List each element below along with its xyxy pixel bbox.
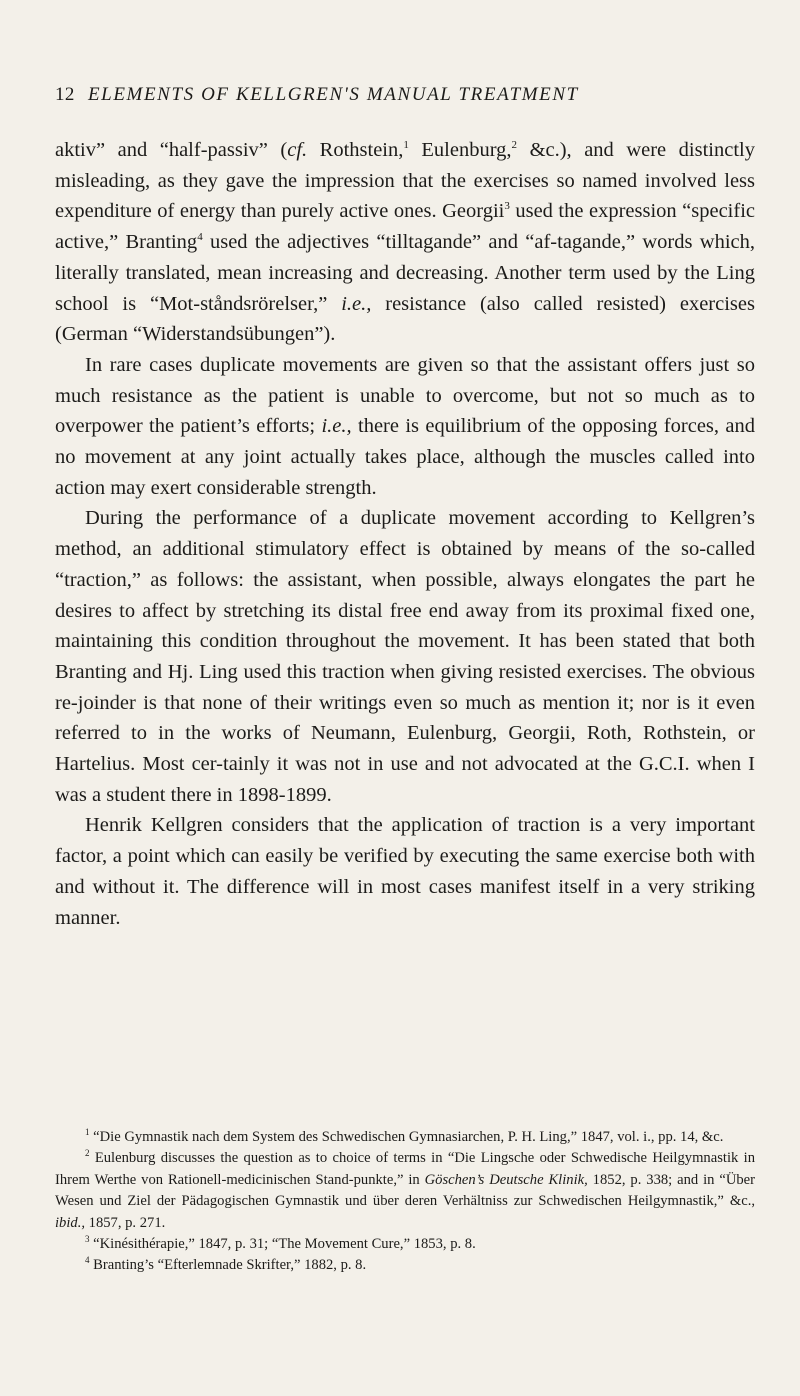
italic-text: Göschen’s Deutsche Klinik, (424, 1171, 588, 1188)
text-run: resistance (also called resisted) exercises (German “Widerstandsübungen”). (55, 292, 755, 346)
paragraph (55, 503, 755, 810)
text-run: 1852, p. 338; and in “Über Wesen und Ziel der Pädagogischen Gymnastik und über deren Verhältniss zur Schwedischen Heilgymnastik,” &c., (55, 1171, 755, 1210)
paragraph (55, 350, 755, 504)
running-header (55, 84, 755, 106)
italic-text: ibid., (55, 1214, 85, 1231)
paragraph (55, 135, 755, 350)
text-run: Henrik Kellgren considers that the application of traction is a very important factor, a point which can easily be verified by executing the same exercise both with and without it. The difference will in most cases manifest itself in a very striking manner. (55, 814, 755, 929)
text-run: used the expression “specific active,” Branting (55, 200, 755, 254)
body-text (55, 135, 755, 933)
footnote (55, 1255, 755, 1276)
text-run: Eulenburg, (408, 139, 512, 161)
text-run: Rothstein, (307, 139, 404, 161)
footnote-ref: 4 (85, 1255, 90, 1266)
running-title: ELEMENTS OF KELLGREN'S MANUAL TREATMENT (87, 84, 579, 105)
footnote (55, 1234, 755, 1255)
footnotes (55, 1127, 755, 1277)
text-run: Eulenburg discusses the question as to choice of terms in “Die Lingsche oder Schwedische Heilgymnastik in Ihrem Werthe von Rationell-medicinischen Stand-punkte,” in (55, 1150, 755, 1188)
text-run: “Kinésithérapie,” 1847, p. 31; “The Movement Cure,” 1853, p. 8. (89, 1236, 476, 1253)
footnote-ref: 2 (85, 1148, 90, 1159)
book-page (55, 0, 755, 1396)
footnote-ref: 1 (403, 139, 409, 152)
footnote (55, 1148, 755, 1234)
footnote-ref: 1 (85, 1127, 90, 1138)
text-run: aktiv” and “half-passiv” ( (55, 139, 288, 161)
footnote-ref: 2 (511, 139, 518, 152)
text-run: 1857, p. 271. (85, 1214, 166, 1231)
text-run: &c.), and were distinctly misleading, as they gave the impression that the exercises so named involved less expenditure of energy than purely active ones. Georgii (55, 139, 755, 223)
text-run: used the adjectives “tilltagande” and “af-tagande,” words which, literally translated, mean increasing and decreasing. Another term used by the Ling school is “Mot-ståndsrörelser,” (55, 231, 755, 315)
text-run: In rare cases duplicate movements are given so that the assistant offers just so much resistance as the patient is unable to overcome, but not so much as to overpower the patient’s efforts; (55, 353, 755, 438)
footnote-ref: 3 (85, 1234, 90, 1245)
italic-text: i.e., (321, 415, 352, 438)
footnote-ref: 3 (504, 200, 510, 213)
italic-text: cf. (287, 139, 308, 161)
text-run: Branting’s “Efterlemnade Skrifter,” 1882, p. 8. (89, 1257, 367, 1274)
paragraph (55, 810, 755, 933)
text-run: During the performance of a duplicate movement according to Kellgren’s method, an additional stimulatory effect is obtained by means of the so-called “traction,” as follows: the assistant, when possible, always elongates the part he desires to affect by stretching its distal free end away from its proximal fixed one, maintaining this condition throughout the movement. It has been stated that both Branting and Hj. Ling used this traction when giving resisted exercises. The obvious re-joinder is that none of their writings even so much as mention it; nor is it even referred to in the works of Neumann, Eulenburg, Georgii, Roth, Rothstein, or Hartelius. Most cer-tainly it was not in use and not advocated at the G.C.I. when I was a student there in 1898-1899. (55, 507, 755, 806)
text-run: “Die Gymnastik nach dem System des Schwedischen Gymnasiarchen, P. H. Ling,” 1847, vol. i., pp. 14, &c. (89, 1129, 724, 1145)
text-run: there is equilibrium of the opposing forces, and no movement at any joint actually takes place, although the muscles called into action may exert considerable strength. (55, 415, 755, 499)
page-number: 12 (55, 84, 75, 105)
footnote (55, 1127, 755, 1148)
footnote-ref: 4 (197, 231, 203, 244)
italic-text: i.e., (341, 292, 372, 315)
